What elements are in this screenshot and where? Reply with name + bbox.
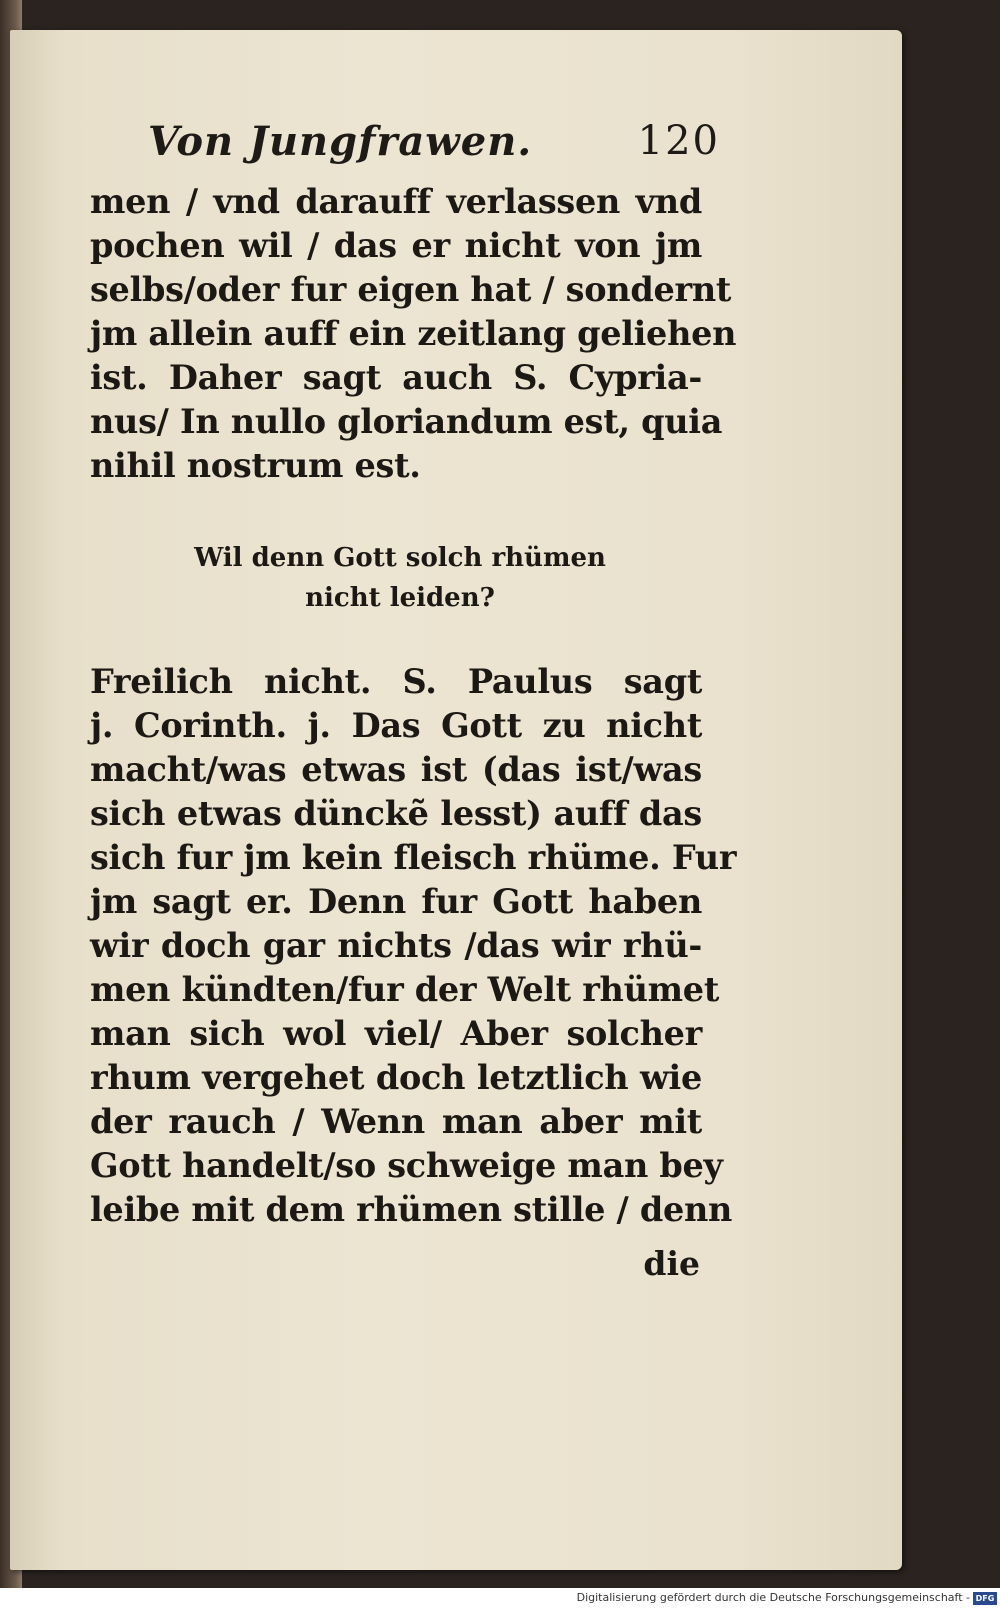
- footer-bar: [0, 1588, 1000, 1610]
- text-line: sich fur jm kein fleisch rhüme. Fur: [90, 838, 737, 877]
- text-line: nus/ In nullo gloriandum est, quia: [90, 402, 723, 441]
- catchword: die: [643, 1244, 700, 1283]
- text-line: leibe mit dem rhümen stille / denn: [90, 1190, 733, 1229]
- dfg-logo: DFG: [973, 1592, 997, 1605]
- text-line: j. Corinth. j. Das Gott zu nicht: [90, 706, 702, 745]
- text-line: men kündten/fur der Welt rhümet: [90, 970, 719, 1009]
- text-line: nihil nostrum est.: [90, 446, 421, 485]
- text-line: der rauch / Wenn man aber mit: [90, 1102, 702, 1141]
- text-line: jm allein auff ein zeitlang geliehen: [90, 314, 737, 353]
- text-line: ist. Daher sagt auch S. Cypria-: [90, 358, 702, 397]
- running-head: [148, 118, 720, 178]
- text-line: rhum vergehet doch letztlich wie: [90, 1058, 702, 1097]
- heading-line: Wil denn Gott solch rhümen: [194, 543, 606, 573]
- paragraph-2: [90, 660, 737, 1232]
- text-line: macht/was etwas ist (das ist/was: [90, 750, 702, 789]
- paragraph-1: [90, 180, 737, 488]
- section-heading: [150, 538, 650, 618]
- text-line: selbs/oder fur eigen hat / sondernt: [90, 270, 732, 309]
- text-line: pochen wil / das er nicht von jm: [90, 226, 702, 265]
- text-line: men / vnd darauff verlassen vnd: [90, 182, 702, 221]
- text-line: Freilich nicht. S. Paulus sagt: [90, 662, 702, 701]
- page-number: 120: [637, 118, 720, 164]
- text-line: jm sagt er. Denn fur Gott haben: [90, 882, 702, 921]
- text-line: Gott handelt/so schweige man bey: [90, 1146, 723, 1185]
- heading-line: nicht leiden?: [305, 583, 495, 613]
- running-head-title: Von Jungfrawen.: [148, 118, 533, 165]
- text-line: wir doch gar nichts /das wir rhü-: [90, 926, 702, 965]
- text-line: sich etwas dünckẽ lesst) auff das: [90, 794, 702, 833]
- text-line: man sich wol viel/ Aber solcher: [90, 1014, 702, 1053]
- footer-credit: Digitalisierung gefördert durch die Deutsche Forschungsgemeinschaft -: [576, 1591, 970, 1604]
